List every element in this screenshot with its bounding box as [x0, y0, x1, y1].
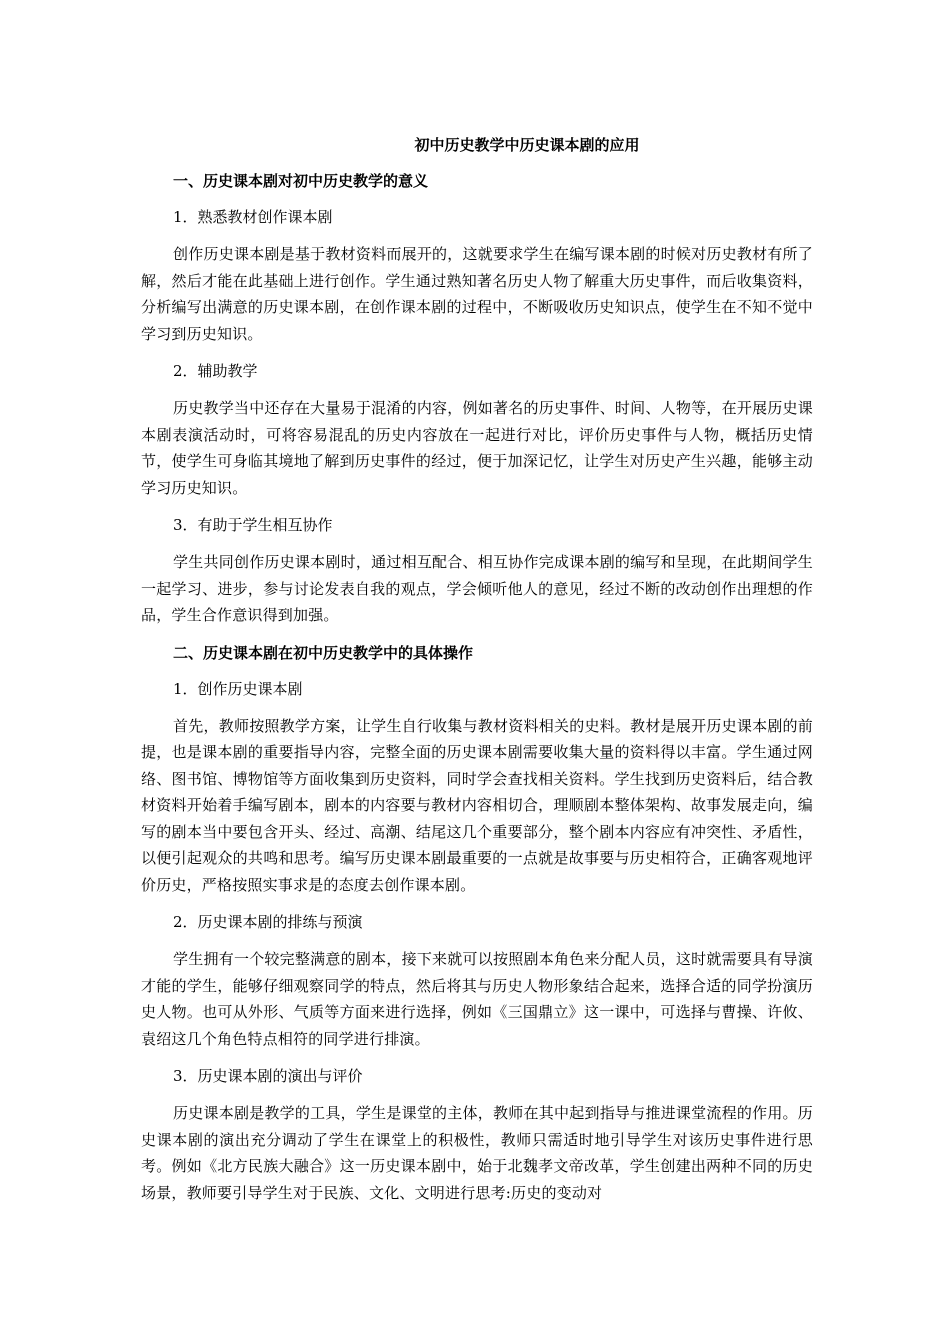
paragraph-1-1: 创作历史课本剧是基于教材资料而展开的，这就要求学生在编写课本剧的时候对历史教材有所了解，然后才能在此基础上进行创作。学生通过熟知著名历史人物了解重大历史事件，而后收集资料，分析编写出满意的历史课本剧，在创作课本剧的过程中，不断吸收历史知识点，使学生在不知不觉中学习到历史知识。 — [141, 245, 813, 343]
subheading-1-1: 1．熟悉教材创作课本剧 — [173, 208, 333, 226]
subheading-2-2: 2．历史课本剧的排练与预演 — [173, 913, 363, 931]
section-heading-1: 一、历史课本剧对初中历史教学的意义 — [173, 172, 429, 190]
subheading-2-3: 3．历史课本剧的演出与评价 — [173, 1067, 363, 1085]
paragraph-2-1: 首先，教师按照教学方案，让学生自行收集与教材资料相关的史料。教材是展开历史课本剧的前提，也是课本剧的重要指导内容，完整全面的历史课本剧需要收集大量的资料得以丰富。学生通过网络、图书馆、博物馆等方面收集到历史资料，同时学会查找相关资料。学生找到历史资料后，结合教材资料开始着手编写剧本，剧本的内容要与教材内容相切合，理顺剧本整体架构、故事发展走向，编写的剧本当中要包含开头、经过、高潮、结尾这几个重要部分，整个剧本内容应有冲突性、矛盾性，以便引起观众的共鸣和思考。编写历史课本剧最重要的一点就是故事要与历史相符合，正确客观地评价历史，严格按照实事求是的态度去创作课本剧。 — [141, 716, 813, 894]
subheading-1-3: 3．有助于学生相互协作 — [173, 516, 333, 534]
document-body — [141, 133, 813, 1218]
subheading-1-2: 2．辅助教学 — [173, 362, 258, 380]
paragraph-1-3: 学生共同创作历史课本剧时，通过相互配合、相互协作完成课本剧的编写和呈现，在此期间学生一起学习、进步，参与讨论发表自我的观点，学会倾听他人的意见，经过不断的改动创作出理想的作品，学生合作意识得到加强。 — [141, 553, 813, 624]
paragraph-1-2: 历史教学当中还存在大量易于混淆的内容，例如著名的历史事件、时间、人物等，在开展历史课本剧表演活动时，可将容易混乱的历史内容放在一起进行对比，评价历史事件与人物，概括历史情节，使学生可身临其境地了解到历史事件的经过，便于加深记忆，让学生对历史产生兴趣，能够主动学习历史知识。 — [141, 399, 813, 497]
paragraph-2-2: 学生拥有一个较完整满意的剧本，接下来就可以按照剧本角色来分配人员，这时就需要具有导演才能的学生，能够仔细观察同学的特点，然后将其与历史人物形象结合起来，选择合适的同学扮演历史人物。也可从外形、气质等方面来进行选择，例如《三国鼎立》这一课中，可选择与曹操、许攸、袁绍这几个角色特点相符的同学进行排演。 — [141, 950, 813, 1048]
section-heading-2: 二、历史课本剧在初中历史教学中的具体操作 — [173, 643, 474, 662]
paragraph-2-3: 历史课本剧是教学的工具，学生是课堂的主体，教师在其中起到指导与推进课堂流程的作用。历史课本剧的演出充分调动了学生在课堂上的积极性，教师只需适时地引导学生对该历史事件进行思考。例如《北方民族大融合》这一历史课本剧中，始于北魏孝文帝改革，学生创建出两种不同的历史场景，教师要引导学生对于民族、文化、文明进行思考:历史的变动对 — [141, 1104, 813, 1202]
subheading-2-1: 1．创作历史课本剧 — [173, 679, 303, 698]
document-title: 初中历史教学中历史课本剧的应用 — [414, 136, 640, 154]
